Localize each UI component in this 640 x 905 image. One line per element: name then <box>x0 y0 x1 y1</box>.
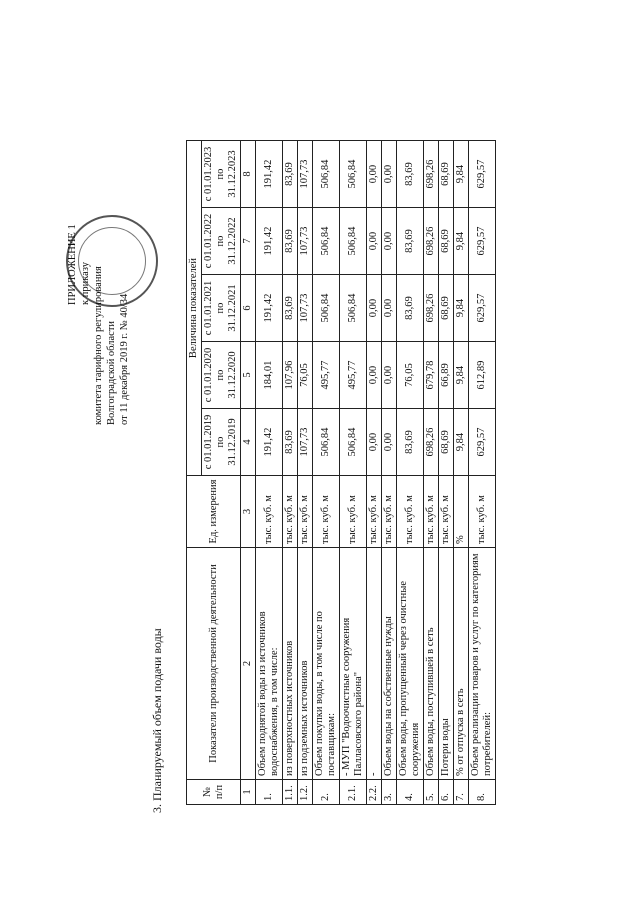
row-value: 0,00 <box>367 342 382 409</box>
row-number: 1.1. <box>283 780 298 805</box>
row-unit: тыс. куб. м <box>256 476 283 548</box>
table-row <box>367 141 382 805</box>
table-body <box>256 141 496 805</box>
appendix-block <box>66 135 131 425</box>
column-number: 8 <box>241 141 256 208</box>
row-value: 191,42 <box>256 141 283 208</box>
row-value: 0,00 <box>382 342 397 409</box>
row-value: 0,00 <box>367 409 382 476</box>
row-indicator: % от отпуска в сеть <box>454 548 469 780</box>
row-value: 9,84 <box>454 141 469 208</box>
row-indicator: Объем воды, пропущенный через очистные сооружения <box>397 548 424 780</box>
row-value: 629,57 <box>469 141 496 208</box>
appendix-line: от 11 декабря 2019 г. № 40/34 <box>119 293 130 425</box>
table-row <box>283 141 298 805</box>
row-unit: тыс. куб. м <box>298 476 313 548</box>
row-value: 76,05 <box>397 342 424 409</box>
table-row <box>439 141 454 805</box>
period-header: с 01.01.2023 по 31.12.2023 <box>202 141 241 208</box>
row-value: 83,69 <box>397 275 424 342</box>
row-value: 76,05 <box>298 342 313 409</box>
row-indicator: Объем реализации товаров и услуг по категориям потребителей: <box>469 548 496 780</box>
appendix-heading: ПРИЛОЖЕНИЕ 1 <box>67 224 78 305</box>
table-row <box>340 141 367 805</box>
row-unit: тыс. куб. м <box>397 476 424 548</box>
column-number: 7 <box>241 208 256 275</box>
table-row <box>298 141 313 805</box>
table-row <box>256 141 283 805</box>
row-value: 107,96 <box>283 342 298 409</box>
row-value: 629,57 <box>469 409 496 476</box>
row-indicator: Объем поднятой воды из источников водоснабжения, в том числе: <box>256 548 283 780</box>
row-indicator: из поверхностных источников <box>283 548 298 780</box>
row-value: 0,00 <box>367 141 382 208</box>
row-value: 83,69 <box>283 141 298 208</box>
row-value: 9,84 <box>454 342 469 409</box>
row-indicator: Объем воды, поступившей в сеть <box>424 548 439 780</box>
row-indicator: - МУП "Водоочистные сооружения Палласовского района" <box>340 548 367 780</box>
table-row <box>424 141 439 805</box>
row-number: 6. <box>439 780 454 805</box>
row-value: 612,89 <box>469 342 496 409</box>
row-value: 83,69 <box>397 141 424 208</box>
row-number: 1. <box>256 780 283 805</box>
row-number: 3. <box>382 780 397 805</box>
table-row <box>469 141 496 805</box>
appendix-line: комитета тарифного регулирования <box>93 266 104 425</box>
row-value: 9,84 <box>454 208 469 275</box>
row-unit: тыс. куб. м <box>283 476 298 548</box>
row-indicator: из подземных источников <box>298 548 313 780</box>
row-value: 83,69 <box>283 409 298 476</box>
column-numbers-row <box>241 141 256 805</box>
row-value: 107,73 <box>298 275 313 342</box>
row-value: 506,84 <box>340 275 367 342</box>
row-value: 184,01 <box>256 342 283 409</box>
row-value: 83,69 <box>397 409 424 476</box>
column-number: 5 <box>241 342 256 409</box>
row-unit: тыс. куб. м <box>313 476 340 548</box>
row-value: 629,57 <box>469 275 496 342</box>
column-number: 2 <box>241 548 256 780</box>
row-number: 1.2. <box>298 780 313 805</box>
period-header: с 01.01.2019 по 31.12.2019 <box>202 409 241 476</box>
row-value: 629,57 <box>469 208 496 275</box>
row-unit: тыс. куб. м <box>424 476 439 548</box>
row-value: 0,00 <box>382 141 397 208</box>
row-indicator: Потери воды <box>439 548 454 780</box>
row-value: 68,69 <box>439 208 454 275</box>
row-unit: тыс. куб. м <box>382 476 397 548</box>
row-value: 0,00 <box>367 208 382 275</box>
row-value: 191,42 <box>256 275 283 342</box>
row-value: 698,26 <box>424 409 439 476</box>
row-value: 9,84 <box>454 409 469 476</box>
row-value: 191,42 <box>256 409 283 476</box>
table-row <box>454 141 469 805</box>
row-indicator: Объем воды на собственные нужды <box>382 548 397 780</box>
appendix-line: к приказу <box>80 262 91 305</box>
row-value: 506,84 <box>313 275 340 342</box>
row-value: 506,84 <box>340 208 367 275</box>
row-value: 698,26 <box>424 141 439 208</box>
row-value: 66,89 <box>439 342 454 409</box>
column-number: 4 <box>241 409 256 476</box>
row-value: 506,84 <box>340 409 367 476</box>
row-unit: тыс. куб. м <box>367 476 382 548</box>
period-header: с 01.01.2021 по 31.12.2021 <box>202 275 241 342</box>
row-number: 7. <box>454 780 469 805</box>
row-value: 83,69 <box>283 275 298 342</box>
water-supply-table <box>186 140 496 805</box>
row-value: 506,84 <box>313 409 340 476</box>
row-indicator: Объем покупки воды, в том числе по поставщикам: <box>313 548 340 780</box>
period-header: с 01.01.2022 по 31.12.2022 <box>202 208 241 275</box>
header-indicator: Показатели производственной деятельности <box>187 548 241 780</box>
row-number: 5. <box>424 780 439 805</box>
row-value: 9,84 <box>454 275 469 342</box>
row-value: 107,73 <box>298 141 313 208</box>
row-value: 107,73 <box>298 409 313 476</box>
row-number: 2.1. <box>340 780 367 805</box>
header-values: Величина показателей <box>187 141 202 476</box>
section-title: 3. Планируемый объем подачи воды <box>150 628 164 813</box>
row-value: 83,69 <box>397 208 424 275</box>
row-value: 191,42 <box>256 208 283 275</box>
column-number: 3 <box>241 476 256 548</box>
row-value: 0,00 <box>382 275 397 342</box>
row-value: 0,00 <box>382 409 397 476</box>
column-number: 6 <box>241 275 256 342</box>
row-value: 68,69 <box>439 141 454 208</box>
row-value: 0,00 <box>367 275 382 342</box>
row-value: 679,78 <box>424 342 439 409</box>
table-row <box>397 141 424 805</box>
row-value: 83,69 <box>283 208 298 275</box>
table-row <box>313 141 340 805</box>
appendix-line: Волгоградской области <box>106 320 117 425</box>
header-unit: Ед. измерения <box>187 476 241 548</box>
column-number: 1 <box>241 780 256 805</box>
row-unit: тыс. куб. м <box>439 476 454 548</box>
row-value: 506,84 <box>340 141 367 208</box>
row-value: 68,69 <box>439 409 454 476</box>
row-value: 107,73 <box>298 208 313 275</box>
row-unit: % <box>454 476 469 548</box>
row-value: 698,26 <box>424 208 439 275</box>
header-row <box>187 141 202 805</box>
row-value: 495,77 <box>313 342 340 409</box>
row-value: 506,84 <box>313 141 340 208</box>
row-value: 0,00 <box>382 208 397 275</box>
row-number: 4. <box>397 780 424 805</box>
table-row <box>382 141 397 805</box>
row-indicator: - <box>367 548 382 780</box>
row-value: 506,84 <box>313 208 340 275</box>
row-value: 495,77 <box>340 342 367 409</box>
row-value: 698,26 <box>424 275 439 342</box>
row-number: 2.2. <box>367 780 382 805</box>
row-number: 8. <box>469 780 496 805</box>
row-unit: тыс. куб. м <box>469 476 496 548</box>
header-number: № п/п <box>187 780 241 805</box>
row-number: 2. <box>313 780 340 805</box>
row-value: 68,69 <box>439 275 454 342</box>
period-header: с 01.01.2020 по 31.12.2020 <box>202 342 241 409</box>
row-unit: тыс. куб. м <box>340 476 367 548</box>
